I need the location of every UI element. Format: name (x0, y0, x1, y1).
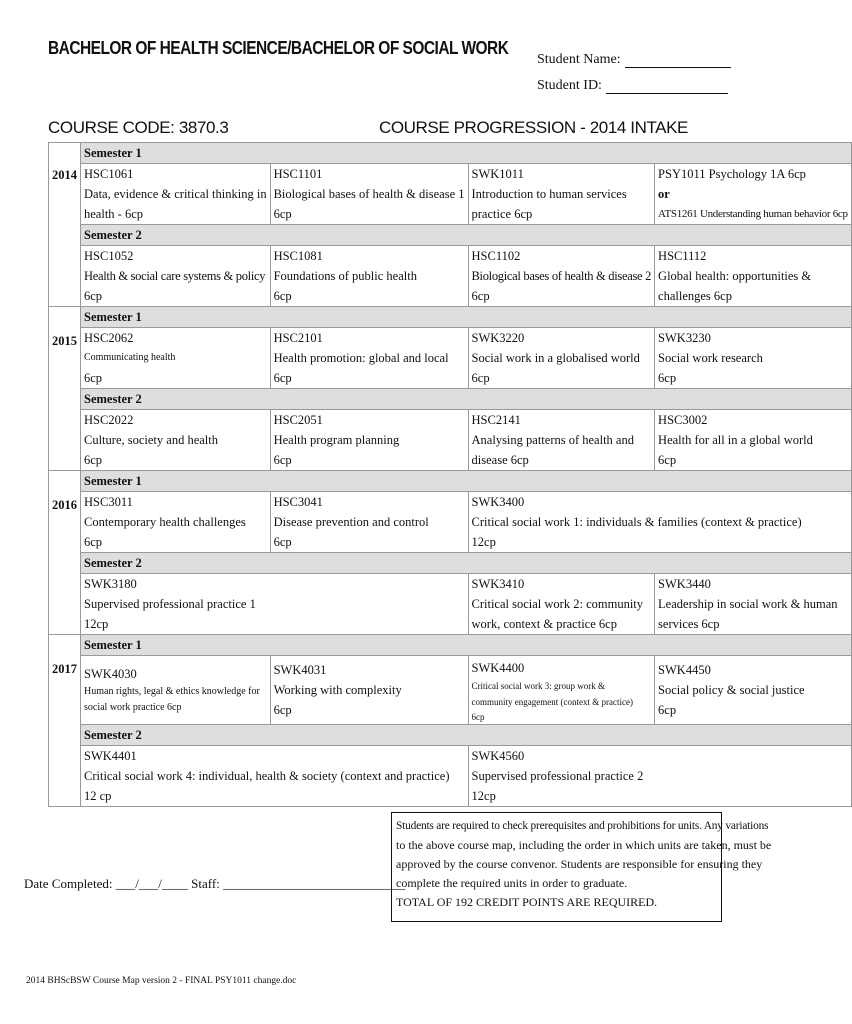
unit-code: HSC2022 (84, 413, 134, 427)
unit-code: HSC1061 (84, 167, 134, 181)
unit-title: Global health: opportunities & (658, 269, 812, 283)
unit-title: Communicating health (84, 352, 176, 363)
unit-cell (468, 164, 655, 225)
unit-cell (655, 246, 852, 307)
unit-cell (81, 410, 271, 471)
unit-row (49, 328, 852, 389)
semester-row (49, 307, 852, 328)
unit-credit: 6cp (84, 371, 103, 385)
unit-cell (655, 164, 852, 225)
year-cell: 2016 (49, 471, 81, 635)
unit-title: Social work in a globalised world (471, 351, 640, 365)
unit-title: Critical social work 2: community (471, 597, 644, 611)
unit-code: HSC1052 (84, 249, 134, 263)
unit-cell (81, 656, 271, 725)
unit-cell (81, 574, 469, 635)
semester-header: Semester 1 (81, 471, 852, 492)
semester-row (49, 471, 852, 492)
date-completed-line: Date Completed: ___/___/____ Staff: ____________________________ (24, 876, 406, 891)
unit-row (49, 746, 852, 807)
or-label: or (658, 187, 670, 201)
unit-credit: practice 6cp (471, 207, 533, 221)
unit-row (49, 656, 852, 725)
document-footer: 2014 BHScBSW Course Map version 2 - FINAL PSY1011 change.doc (26, 976, 297, 986)
semester-header: Semester 1 (81, 307, 852, 328)
unit-code: SWK4030 (84, 667, 137, 681)
unit-cell (468, 410, 655, 471)
note-line: approved by the course convenor. Students are responsible for ensuring they (396, 857, 763, 871)
unit-credit: 12cp (471, 535, 496, 549)
course-progression-table (48, 142, 852, 807)
unit-title: Social work research (658, 351, 763, 365)
unit-code: HSC3011 (84, 495, 133, 509)
unit-code: PSY1011 Psychology 1A 6cp (658, 167, 806, 181)
unit-title: Biological bases of health & disease 2 (471, 269, 652, 283)
unit-credit: 6cp (471, 371, 490, 385)
total-credits-note: TOTAL OF 192 CREDIT POINTS ARE REQUIRED. (396, 895, 658, 909)
student-name-field[interactable] (625, 54, 731, 68)
unit-code: SWK3410 (471, 577, 525, 591)
unit-code: HSC1112 (658, 249, 707, 263)
semester-header: Semester 2 (81, 725, 852, 746)
unit-credit: 6cp (658, 371, 677, 385)
unit-code: HSC1101 (273, 167, 323, 181)
unit-cell (655, 656, 852, 725)
unit-cell (468, 656, 655, 725)
student-id-row (537, 68, 731, 94)
unit-cell (270, 328, 468, 389)
unit-cell (468, 246, 655, 307)
unit-code: SWK3180 (84, 577, 137, 591)
unit-cell (270, 246, 468, 307)
unit-code: SWK1011 (471, 167, 524, 181)
unit-credit: 6cp (273, 207, 292, 221)
unit-row (49, 164, 852, 225)
unit-credit: 12cp (84, 617, 109, 631)
unit-code: SWK4560 (471, 749, 525, 763)
unit-title: Disease prevention and control (273, 515, 429, 529)
unit-credit: 6cp (273, 703, 292, 717)
unit-title: Contemporary health challenges (84, 515, 246, 529)
student-details (537, 42, 731, 94)
unit-title: Critical social work 3: group work & (471, 681, 605, 691)
course-info (48, 118, 688, 138)
unit-row (49, 492, 852, 553)
unit-cell (468, 574, 655, 635)
unit-code: SWK4031 (273, 663, 327, 677)
note-line: to the above course map, including the order in which units are taken, must be (396, 838, 772, 852)
unit-code: SWK4450 (658, 663, 711, 677)
unit-credit: 6cp (273, 453, 292, 467)
note-line: Students are required to check prerequisites and prohibitions for units. Any variations (396, 820, 769, 832)
document-title: BACHELOR OF HEALTH SCIENCE/BACHELOR OF SOCIAL WORK (48, 38, 509, 58)
course-progression: COURSE PROGRESSION - 2014 INTAKE (378, 118, 688, 137)
unit-title: Supervised professional practice 2 (471, 769, 644, 783)
unit-code: SWK3400 (471, 495, 525, 509)
requirements-note (391, 812, 772, 922)
unit-row (49, 574, 852, 635)
unit-credit: challenges 6cp (658, 289, 732, 303)
unit-code: SWK4401 (84, 749, 137, 763)
student-name-row (537, 42, 731, 68)
course-code: COURSE CODE: 3870.3 (48, 118, 229, 137)
unit-credit: social work practice 6cp (84, 702, 182, 713)
unit-title: Analysing patterns of health and (471, 433, 634, 447)
semester-row (49, 389, 852, 410)
unit-credit: work, context & practice 6cp (471, 617, 617, 631)
unit-code: SWK3440 (658, 577, 711, 591)
unit-code: SWK4400 (471, 661, 525, 675)
unit-credit: 6cp (471, 712, 485, 722)
year-cell: 2017 (49, 635, 81, 807)
unit-credit: 6cp (84, 453, 103, 467)
unit-code: HSC3041 (273, 495, 323, 509)
unit-credit: 6cp (84, 289, 103, 303)
unit-title-cont: community engagement (context & practice) (471, 697, 633, 707)
unit-cell (81, 492, 271, 553)
unit-title: Health program planning (273, 433, 400, 447)
unit-cell (655, 410, 852, 471)
semester-header: Semester 2 (81, 389, 852, 410)
unit-title: Data, evidence & critical thinking in (84, 187, 267, 201)
year-cell: 2015 (49, 307, 81, 471)
unit-credit: 12 cp (84, 789, 112, 803)
unit-title: Working with complexity (273, 683, 402, 697)
unit-title: Supervised professional practice 1 (84, 597, 256, 611)
unit-code: SWK3230 (658, 331, 711, 345)
semester-row (49, 725, 852, 746)
unit-title: Culture, society and health (84, 433, 218, 447)
unit-code: HSC1102 (471, 249, 521, 263)
semester-row (49, 225, 852, 246)
student-name-label: Student Name: (537, 52, 621, 67)
note-line: complete the required units in order to graduate. (396, 876, 628, 890)
student-id-label: Student ID: (537, 78, 602, 93)
unit-cell (81, 246, 271, 307)
year-cell: 2014 (49, 143, 81, 307)
unit-cell (468, 746, 851, 807)
unit-row (49, 410, 852, 471)
semester-header: Semester 1 (81, 635, 852, 656)
unit-cell (81, 164, 271, 225)
unit-cell (655, 328, 852, 389)
unit-title: Health promotion: global and local (273, 351, 449, 365)
unit-title: Critical social work 4: individual, health & society (context and practice) (84, 769, 450, 783)
student-id-field[interactable] (606, 80, 728, 94)
unit-code: HSC2051 (273, 413, 323, 427)
unit-title: Health & social care systems & policy (84, 269, 266, 283)
unit-credit: 6cp (658, 453, 677, 467)
unit-code: HSC2062 (84, 331, 134, 345)
unit-code: HSC3002 (658, 413, 708, 427)
semester-row (49, 553, 852, 574)
unit-credit: disease 6cp (471, 453, 529, 467)
unit-credit: services 6cp (658, 617, 720, 631)
unit-title: Human rights, legal & ethics knowledge for (84, 686, 260, 697)
unit-cell (270, 164, 468, 225)
unit-cell (81, 746, 469, 807)
unit-code: HSC1081 (273, 249, 323, 263)
unit-cell (655, 574, 852, 635)
unit-code: HSC2101 (273, 331, 323, 345)
unit-credit: 6cp (273, 289, 292, 303)
unit-cell (81, 328, 271, 389)
unit-credit: 12cp (471, 789, 496, 803)
unit-cell (468, 492, 851, 553)
unit-credit: 6cp (84, 535, 103, 549)
unit-row (49, 246, 852, 307)
unit-title: Biological bases of health & disease 1 (273, 187, 465, 201)
unit-credit: health - 6cp (84, 207, 144, 221)
unit-alternative: ATS1261 Understanding human behavior 6cp (658, 208, 848, 220)
unit-cell (270, 410, 468, 471)
semester-header: Semester 1 (81, 143, 852, 164)
unit-credit: 6cp (471, 289, 490, 303)
unit-title: Leadership in social work & human (658, 597, 838, 611)
unit-cell (270, 656, 468, 725)
unit-code: HSC2141 (471, 413, 521, 427)
unit-title: Foundations of public health (273, 269, 417, 283)
unit-title: Introduction to human services (471, 187, 627, 201)
unit-title: Health for all in a global world (658, 433, 813, 447)
unit-cell (270, 492, 468, 553)
unit-credit: 6cp (273, 535, 292, 549)
unit-cell (468, 328, 655, 389)
unit-credit: 6cp (658, 703, 677, 717)
semester-header: Semester 2 (81, 225, 852, 246)
semester-header: Semester 2 (81, 553, 852, 574)
unit-title: Social policy & social justice (658, 683, 805, 697)
semester-row (49, 143, 852, 164)
semester-row (49, 635, 852, 656)
unit-code: SWK3220 (471, 331, 525, 345)
unit-credit: 6cp (273, 371, 292, 385)
unit-title: Critical social work 1: individuals & families (context & practice) (471, 515, 802, 529)
